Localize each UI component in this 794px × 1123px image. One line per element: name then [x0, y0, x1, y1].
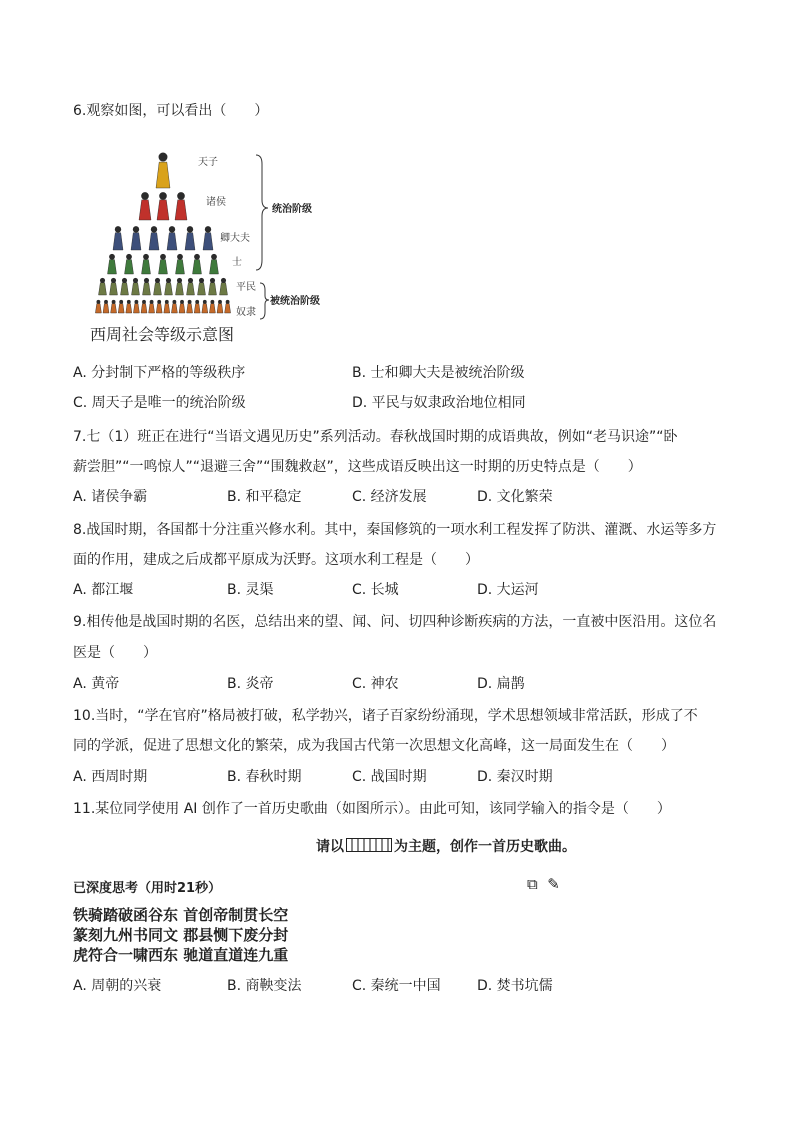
figure-head	[109, 254, 115, 260]
figure-body	[131, 233, 141, 250]
q8-option-b[interactable]: B. 灵渠	[227, 582, 274, 598]
q9-option-c[interactable]: C. 神农	[352, 676, 399, 692]
q9-stem-line1: 9.相传他是战国时期的名医，总结出来的望、闻、问、切四种诊断疾病的方法，一直被中医沿用。这位名	[73, 614, 717, 630]
figure-body	[156, 162, 170, 188]
q6-option-c[interactable]: C. 周天子是唯一的统治阶级	[73, 395, 246, 411]
q6-option-b[interactable]: B. 士和卿大夫是被统治阶级	[352, 365, 525, 381]
figure-body	[149, 304, 155, 313]
q7-option-a[interactable]: A. 诸侯争霸	[73, 489, 148, 505]
q6-option-d[interactable]: D. 平民与奴隶政治地位相同	[352, 395, 526, 411]
q6-option-a[interactable]: A. 分封制下严格的等级秩序	[73, 365, 246, 381]
label-tianzi: 天子	[198, 157, 218, 168]
prompt-prefix: 请以	[316, 839, 344, 855]
figure-head	[155, 278, 160, 283]
minister-figure	[113, 226, 123, 250]
slave-figure	[118, 300, 124, 313]
figure-body	[203, 233, 213, 250]
label-pingmin: 平民	[236, 282, 256, 293]
q11-option-d[interactable]: D. 焚书坑儒	[477, 978, 553, 994]
figure-body	[193, 260, 202, 274]
q10-option-a[interactable]: A. 西周时期	[73, 769, 148, 785]
lyric-line-3: 虎符合一啸西东 驰道直道连九重	[73, 946, 289, 964]
figure-people	[95, 153, 230, 313]
q8-option-c[interactable]: C. 长城	[352, 582, 399, 598]
figure-head	[119, 300, 123, 304]
prompt-blank	[346, 838, 392, 852]
figure-body	[157, 200, 169, 220]
figure-body	[103, 304, 109, 313]
slave-figure	[133, 300, 139, 313]
figure-head	[143, 254, 149, 260]
figure-head	[115, 226, 121, 232]
figure-body	[210, 260, 219, 274]
q11-option-c[interactable]: C. 秦统一中国	[352, 978, 441, 994]
figure-head	[203, 300, 207, 304]
figure-head	[180, 300, 184, 304]
q9-option-d[interactable]: D. 扁鹊	[477, 676, 525, 692]
figure-head	[210, 278, 215, 283]
q8-option-a[interactable]: A. 都江堰	[73, 582, 134, 598]
figure-body	[164, 304, 170, 313]
figure-head	[177, 278, 182, 283]
figure-head	[141, 192, 149, 200]
figure-body	[209, 304, 215, 313]
figure-body	[143, 283, 151, 295]
figure-head	[172, 300, 176, 304]
slave-figure	[95, 300, 101, 313]
figure-head	[160, 254, 166, 260]
q8-stem-line1: 8.战国时期，各国都十分注重兴修水利。其中，秦国修筑的一项水利工程发挥了防洪、灌溉、水运等多方	[73, 522, 717, 538]
slave-figure	[126, 300, 132, 313]
peasant-figure	[187, 278, 195, 295]
ruling-bracket	[256, 155, 268, 270]
social-hierarchy-figure	[80, 140, 340, 350]
lyric-line-2: 篆刻九州书同文 郡县恻下废分封	[73, 926, 289, 944]
figure-head	[165, 300, 169, 304]
peasant-figure	[220, 278, 228, 295]
shi-figure	[159, 254, 168, 274]
figure-head	[205, 226, 211, 232]
q9-option-a[interactable]: A. 黄帝	[73, 676, 120, 692]
q11-option-a[interactable]: A. 周朝的兴衰	[73, 978, 162, 994]
slave-figure	[156, 300, 162, 313]
slave-figure	[225, 300, 231, 313]
figure-body	[142, 260, 151, 274]
q9-option-b[interactable]: B. 炎帝	[227, 676, 274, 692]
figure-head	[151, 226, 157, 232]
figure-head	[104, 300, 108, 304]
figure-head	[187, 226, 193, 232]
figure-head	[133, 278, 138, 283]
figure-body	[139, 200, 151, 220]
figure-head	[96, 300, 100, 304]
figure-caption: 西周社会等级示意图	[90, 325, 235, 344]
figure-head	[111, 278, 116, 283]
q8-option-d[interactable]: D. 大运河	[477, 582, 539, 598]
figure-head	[142, 300, 146, 304]
minister-figure	[167, 226, 177, 250]
ai-action-icons	[527, 875, 560, 893]
minister-figure	[203, 226, 213, 250]
figure-body	[95, 304, 101, 313]
figure-body	[154, 283, 162, 295]
slave-figure	[149, 300, 155, 313]
figure-body	[179, 304, 185, 313]
q7-stem-line1: 7.七（1）班正在进行“当语文遇见历史”系列活动。春秋战国时期的成语典故，例如“老马识途”“卧	[73, 429, 678, 445]
figure-head	[133, 226, 139, 232]
figure-body	[202, 304, 208, 313]
figure-body	[171, 304, 177, 313]
figure-head	[157, 300, 161, 304]
figure-body	[225, 304, 231, 313]
figure-body	[176, 283, 184, 295]
q10-stem-line1: 10.当时，“学在官府”格局被打破，私学勃兴，诸子百家纷纷涌现，学术思想领域非常活跃，形成了不	[73, 708, 698, 724]
figure-body	[194, 304, 200, 313]
peasant-figure	[209, 278, 217, 295]
shi-figure	[125, 254, 134, 274]
figure-head	[150, 300, 154, 304]
figure-head	[210, 300, 214, 304]
ruled-bracket	[260, 283, 269, 319]
peasant-figure	[121, 278, 129, 295]
shi-figure	[193, 254, 202, 274]
figure-head	[159, 192, 167, 200]
figure-head	[159, 153, 168, 162]
figure-head	[177, 192, 185, 200]
peasant-figure	[99, 278, 107, 295]
ai-prompt	[316, 836, 576, 856]
figure-head	[169, 226, 175, 232]
q10-option-d[interactable]: D. 秦汉时期	[477, 769, 553, 785]
slave-figure	[103, 300, 109, 313]
figure-head	[134, 300, 138, 304]
figure-body	[156, 304, 162, 313]
figure-head	[211, 254, 217, 260]
figure-head	[194, 254, 200, 260]
figure-body	[133, 304, 139, 313]
q7-option-b[interactable]: B. 和平稳定	[227, 489, 302, 505]
slave-figure	[179, 300, 185, 313]
shi-figure	[108, 254, 117, 274]
q10-stem-line2: 同的学派，促进了思想文化的繁荣，成为我国古代第一次思想文化高峰，这一局面发生在（ ）	[73, 738, 675, 754]
lord-figure	[157, 192, 169, 220]
figure-body	[149, 233, 159, 250]
ruling-class-label: 统治阶级	[272, 204, 312, 215]
lord-figure	[175, 192, 187, 220]
figure-body	[165, 283, 173, 295]
shi-figure	[210, 254, 219, 274]
figure-body	[141, 304, 147, 313]
figure-body	[187, 304, 193, 313]
figure-head	[112, 300, 116, 304]
figure-body	[167, 233, 177, 250]
slave-figure	[111, 300, 117, 313]
shi-figure	[142, 254, 151, 274]
figure-head	[199, 278, 204, 283]
label-zhuhou: 诸侯	[206, 197, 226, 208]
q7-option-d[interactable]: D. 文化繁荣	[477, 489, 553, 505]
lyric-line-1: 铁骑踏破函谷东 首创帝制贯长空	[73, 906, 289, 924]
figure-body	[187, 283, 195, 295]
q10-option-c[interactable]: C. 战国时期	[352, 769, 427, 785]
minister-figure	[149, 226, 159, 250]
figure-head	[122, 278, 127, 283]
minister-figure	[131, 226, 141, 250]
q10-option-b[interactable]: B. 春秋时期	[227, 769, 302, 785]
q11-option-b[interactable]: B. 商鞅变法	[227, 978, 302, 994]
label-shi: 士	[232, 257, 242, 268]
figure-head	[221, 278, 226, 283]
slave-figure	[217, 300, 223, 313]
peasant-figure	[165, 278, 173, 295]
figure-head	[177, 254, 183, 260]
peasant-figure	[176, 278, 184, 295]
slave-figure	[209, 300, 215, 313]
slave-figure	[187, 300, 193, 313]
slave-figure	[164, 300, 170, 313]
peasant-figure	[110, 278, 118, 295]
ai-thinking-header: 已深度思考（用时21秒）	[73, 881, 222, 896]
figure-body	[99, 283, 107, 295]
peasant-figure	[198, 278, 206, 295]
lord-figure	[139, 192, 151, 220]
label-nuli: 奴隶	[236, 307, 256, 318]
figure-head	[100, 278, 105, 283]
figure-head	[226, 300, 230, 304]
q8-stem-line2: 面的作用，建成之后成都平原成为沃野。这项水利工程是（ ）	[73, 552, 479, 568]
figure-body	[121, 283, 129, 295]
q7-option-c[interactable]: C. 经济发展	[352, 489, 427, 505]
figure-body	[175, 200, 187, 220]
ruled-class-label: 被统治阶级	[270, 296, 320, 307]
q6-stem: 6.观察如图，可以看出（ ）	[73, 103, 269, 119]
figure-head	[126, 254, 132, 260]
slave-figure	[141, 300, 147, 313]
figure-body	[125, 260, 134, 274]
shi-figure	[176, 254, 185, 274]
prompt-suffix: 为主题，创作一首历史歌曲。	[394, 839, 576, 855]
figure-head	[127, 300, 131, 304]
figure-body	[185, 233, 195, 250]
figure-body	[220, 283, 228, 295]
figure-body	[209, 283, 217, 295]
figure-body	[217, 304, 223, 313]
q7-stem-line2: 薪尝胆”“一鸣惊人”“退避三舍”“围魏救赵”，这些成语反映出这一时期的历史特点是（ ）	[73, 459, 642, 475]
figure-head	[166, 278, 171, 283]
figure-body	[113, 233, 123, 250]
slave-figure	[202, 300, 208, 313]
figure-body	[126, 304, 132, 313]
figure-head	[188, 300, 192, 304]
edit-icon[interactable]: ✎	[547, 875, 560, 893]
figure-head	[218, 300, 222, 304]
figure-body	[159, 260, 168, 274]
figure-body	[198, 283, 206, 295]
q11-stem: 11.某位同学使用 AI 创作了一首历史歌曲（如图所示）。由此可知，该同学输入的指令是（ ）	[73, 801, 671, 817]
figure-body	[111, 304, 117, 313]
minister-figure	[185, 226, 195, 250]
emperor-figure	[156, 153, 170, 188]
copy-icon[interactable]: ⧉	[527, 875, 538, 893]
q9-stem-line2: 医是（ ）	[73, 645, 157, 661]
peasant-figure	[154, 278, 162, 295]
figure-body	[118, 304, 124, 313]
figure-head	[195, 300, 199, 304]
figure-head	[188, 278, 193, 283]
slave-figure	[171, 300, 177, 313]
figure-head	[144, 278, 149, 283]
figure-body	[110, 283, 118, 295]
peasant-figure	[132, 278, 140, 295]
slave-figure	[194, 300, 200, 313]
figure-body	[108, 260, 117, 274]
figure-body	[132, 283, 140, 295]
peasant-figure	[143, 278, 151, 295]
figure-body	[176, 260, 185, 274]
label-qingdafu: 卿大夫	[220, 233, 250, 244]
